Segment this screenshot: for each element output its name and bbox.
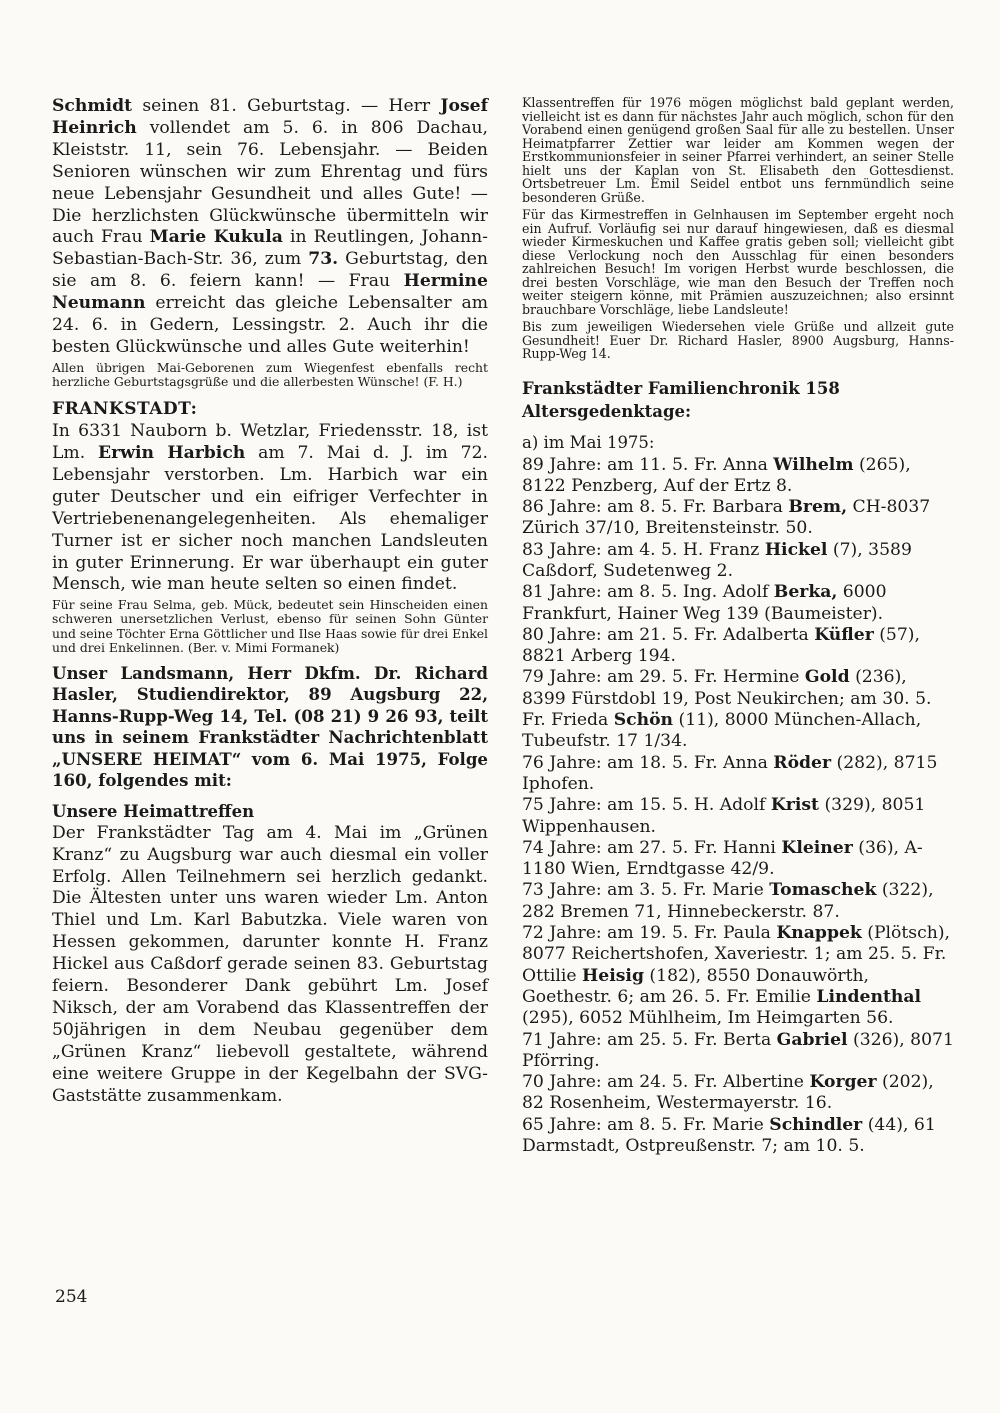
text-segment: 79 Jahre: am 29. 5. Fr. Hermine	[522, 667, 805, 688]
familienchronik-heading: Frankstädter Familienchronik 158	[522, 378, 840, 398]
birthday-entry	[522, 625, 954, 668]
heimattreffen-heading: Unsere Heimattreffen	[52, 801, 255, 821]
bold-name: Gabriel	[776, 1029, 848, 1050]
bold-name: Küfler	[814, 624, 874, 645]
text-segment: 83 Jahre: am 4. 5. H. Franz	[522, 539, 765, 560]
may-birthdays-note: Allen übrigen Mai-Geborenen zum Wiegenfest ebenfalls recht herzliche Geburtstagsgrüße und die allerbesten Wünsche! (F. H.)	[52, 359, 488, 389]
text-segment: (36), A-1180 Wien, Erndtgasse 42/9.	[522, 837, 923, 880]
text-segment: 76 Jahre: am 18. 5. Fr. Anna	[522, 752, 774, 773]
text-segment: 6000 Frankfurt, Hainer Weg 139 (Baumeister).	[522, 582, 887, 624]
obituary-paragraph	[52, 421, 488, 596]
birthday-entry	[522, 795, 954, 838]
bold-name: Schön	[613, 710, 674, 731]
text-segment: Geburtstag, den sie am 8. 6. feiern kann! — Frau	[52, 249, 488, 292]
text-segment: 74 Jahre: am 27. 5. Fr. Hanni	[522, 837, 782, 858]
kirmestreffen-note: Für das Kirmestreffen in Gelnhausen im September ergeht noch ein Aufruf. Vorläufig sei nur darauf hingewiesen, daß es diesmal wieder Kirmeskuchen und Kaffee gratis geben soll; vielleicht gibt diese Verlockung noch den Ausschlag für einen besonders zahlreichen Besuch! Im vorigen Herbst wurde beschlossen, die drei besten Vorschläge, wie man den Besuch der Treffen noch weiter steigern könne, mit Prämien auszuzeichnen; also ersinnt brauchbare Vorschläge, liebe Landsleute!	[522, 207, 954, 317]
text-segment: erreicht das gleiche Lebensalter am 24. 6. in Gedern, Lessingstr. 2. Auch ihr die besten Glückwünsche und alles Gute weiterhin!	[52, 293, 488, 357]
bold-name: Berka,	[773, 582, 838, 603]
heimattreffen-paragraph: Der Frankstädter Tag am 4. Mai im „Grünen Kranz“ zu Augsburg war auch diesmal ein voller Erfolg. Allen Teilnehmern sei herzlich gedankt. Die Ältesten unter uns waren wieder Lm. Anton Thiel und Lm. Karl Babutzka. Viele waren von Hessen gekommen, darunter konnte H. Franz Hickel aus Caßdorf gerade seinen 83. Geburtstag feiern. Besonderer Dank gebührt Lm. Josef Niksch, der am Vorabend das Klassentreffen der 50jährigen in dem Neubau gegenüber dem „Grünen Kranz“ liebevoll gestaltete, während eine weitere Gruppe in der Kegelbahn der SVG-Gaststätte zusammenkam.	[52, 822, 488, 1106]
bold-name: 73.	[308, 249, 339, 270]
bold-name: Marie Kukula	[149, 227, 283, 248]
bold-name: Josef Heinrich	[52, 96, 488, 138]
text-segment: vollendet am 5. 6. in 806 Dachau, Kleiststr. 11, sein 76. Lebensjahr. — Beiden Senioren wünschen wir zum Ehrentag und fürs neue Lebensjahr Gesundheit und alles Gute! — Die herzlichsten Glückwünsche übermitteln wir auch Frau	[52, 117, 488, 248]
birthday-paragraph	[52, 96, 488, 359]
birthday-entry	[522, 753, 954, 796]
text-segment: 89 Jahre: am 11. 5. Fr. Anna	[522, 454, 774, 475]
bold-name: Hickel	[764, 539, 828, 560]
bold-name: Röder	[773, 752, 832, 773]
text-segment: 72 Jahre: am 19. 5. Fr. Paula	[522, 923, 777, 944]
birthday-entry	[522, 880, 954, 923]
text-segment: (57), 8821 Arberg 194.	[522, 624, 920, 667]
page-number: 254	[55, 1287, 88, 1307]
text-segment: (Plötsch), 8077 Reichertshofen, Xaveriestr. 1; am 25. 5. Fr. Ottilie	[522, 923, 950, 986]
right-column	[522, 96, 954, 1157]
text-segment: (322), 282 Bremen 71, Hinnebeckerstr. 87.	[522, 880, 934, 922]
text-segment: CH-8037 Zürich 37/10, Breitensteinstr. 50.	[522, 497, 931, 539]
text-segment: 86 Jahre: am 8. 5. Fr. Barbara	[522, 497, 789, 518]
bold-name: Lindenthal	[816, 986, 922, 1007]
bold-name: Schindler	[769, 1114, 863, 1135]
text-segment: 80 Jahre: am 21. 5. Fr. Adalberta	[522, 624, 815, 645]
bold-name: Gold	[804, 667, 850, 688]
text-segment: 75 Jahre: am 15. 5. H. Adolf	[522, 795, 771, 816]
bold-name: Krist	[770, 795, 819, 816]
month-intro: a) im Mai 1975:	[522, 432, 655, 452]
text-segment: (326), 8071 Pförring.	[522, 1029, 954, 1071]
birthday-entry	[522, 1072, 954, 1115]
text-segment: 81 Jahre: am 8. 5. Ing. Adolf	[522, 582, 774, 603]
text-segment: (282), 8715 Iphofen.	[522, 752, 938, 794]
text-segment: (182), 8550 Donauwörth, Goethestr. 6; am 26. 5. Fr. Emilie	[522, 965, 870, 1007]
text-segment: (329), 8051 Wippenhausen.	[522, 795, 926, 837]
klassentreffen-note: Klassentreffen für 1976 mögen möglichst bald geplant werden, vielleicht ist es dann für nächstes Jahr auch möglich, schon für den Vorabend einen genügend großen Saal für alle zu bestellen. Unser Heimatpfarrer Zettier war leider am Kommen wegen der Erstkommunionsfeier in seiner Pfarrei verhindert, an seiner Stelle hielt uns der Kaplan von St. Elisabeth den Gottesdienst. Ortsbetreuer Lm. Emil Seidel entbot uns fernmündlich seine besonderen Grüße.	[522, 95, 954, 205]
text-segment: In 6331 Nauborn b. Wetzlar, Friedensstr. 18, ist Lm.	[52, 421, 488, 463]
text-segment: am 7. Mai d. J. im 72. Lebensjahr verstorben. Lm. Harbich war ein guter Deutscher und ein eifriger Verfechter in Vertriebenenangelegenheiten. Als ehemaliger Turner ist er sicher noch manchen Landsleuten in guter Erinnerung. Er war überhaupt ein guter Mensch, wie man heute selten so einen findet.	[52, 442, 489, 595]
left-column	[52, 96, 488, 1107]
birthday-list	[522, 455, 954, 1158]
section-heading-frankstadt: FRANKSTADT:	[52, 399, 198, 420]
bold-name: Schmidt	[52, 96, 133, 116]
text-segment: (202), 82 Rosenheim, Westermayerstr. 16.	[522, 1072, 934, 1114]
bold-name: Brem,	[788, 497, 848, 518]
birthday-entry	[522, 540, 954, 583]
obituary-note: Für seine Frau Selma, geb. Mück, bedeutet sein Hinscheiden einen schweren unersetzlichen Verlust, ebenso für seinen Sohn Günter und seine Töchter Erna Göttlicher und Ilse Haas sowie für drei Enkel und drei Enkelinnen. (Ber. v. Mimi Formanek)	[52, 597, 488, 655]
text-segment: (11), 8000 München-Allach, Tubeufstr. 17 1/34.	[522, 710, 922, 752]
birthday-entry	[522, 838, 954, 881]
bold-name: Tomaschek	[769, 880, 877, 901]
text-segment: (236), 8399 Fürstdobl 19, Post Neukirchen; am 30. 5. Fr. Frieda	[522, 667, 932, 731]
bold-name: Erwin Harbich	[98, 442, 246, 463]
bold-name: Heisig	[582, 965, 644, 986]
text-segment: (265), 8122 Penzberg, Auf der Ertz 8.	[522, 454, 911, 496]
text-segment: 71 Jahre: am 25. 5. Fr. Berta	[522, 1029, 777, 1050]
birthday-entry	[522, 923, 954, 1029]
birthday-entry	[522, 1115, 954, 1158]
birthday-entry	[522, 667, 954, 752]
bold-name: Kleiner	[781, 837, 853, 858]
greeting-note: Bis zum jeweiligen Wiedersehen viele Grüße und allzeit gute Gesundheit! Euer Dr. Richard Hasler, 8900 Augsburg, Hanns-Rupp-Weg 14.	[522, 319, 954, 361]
bold-name: Hermine Neumann	[52, 271, 488, 314]
text-segment: (44), 61 Darmstadt, Ostpreußenstr. 7; am 10. 5.	[522, 1114, 936, 1156]
text-segment: in Reutlingen, Johann-Sebastian-Bach-Str. 36, zum	[52, 227, 488, 270]
birthday-entry	[522, 455, 954, 498]
birthday-entry	[522, 1030, 954, 1073]
birthday-entry	[522, 497, 954, 540]
birthday-entry	[522, 582, 954, 625]
text-segment: seinen 81. Geburtstag. — Herr	[132, 96, 441, 116]
altersgedenktage-heading: Altersgedenktage:	[522, 401, 692, 421]
text-segment: (295), 6052 Mühlheim, Im Heimgarten 56.	[522, 1008, 894, 1029]
text-segment: 70 Jahre: am 24. 5. Fr. Albertine	[522, 1072, 810, 1093]
text-segment: 73 Jahre: am 3. 5. Fr. Marie	[522, 880, 770, 901]
text-segment: (7), 3589 Caßdorf, Sudetenweg 2.	[522, 539, 912, 581]
hasler-announcement: Unser Landsmann, Herr Dkfm. Dr. Richard Hasler, Studiendirektor, 89 Augsburg 22, Hanns-Rupp-Weg 14, Tel. (08 21) 9 26 93, teilt uns in seinem Frankstädter Nachrichtenblatt „UNSERE HEIMAT“ vom 6. Mai 1975, Folge 160, folgendes mit:	[52, 662, 488, 791]
bold-name: Korger	[809, 1072, 877, 1093]
text-segment: 65 Jahre: am 8. 5. Fr. Marie	[522, 1114, 770, 1135]
bold-name: Knappek	[776, 923, 862, 944]
bold-name: Wilhelm	[773, 454, 854, 475]
